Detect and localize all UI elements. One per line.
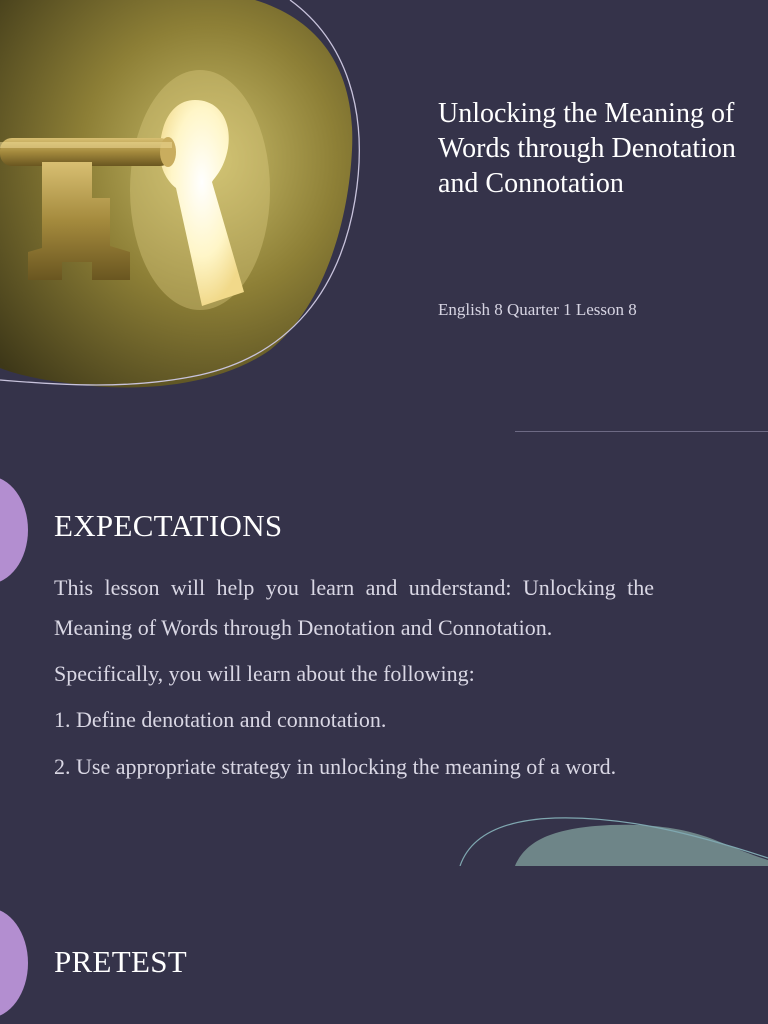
decorative-purple-blob <box>0 476 28 584</box>
title-slide <box>0 0 768 432</box>
objective-item: 2. Use appropriate strategy in unlocking the meaning of a word. <box>54 754 617 779</box>
specifically-text: Specifically, you will learn about the following: <box>54 661 475 686</box>
intro-text-continued: Meaning of Words through Denotation and Connotation. <box>54 615 553 640</box>
pretest-slide <box>0 866 768 1024</box>
decorative-purple-blob <box>0 908 28 1018</box>
expectations-slide <box>0 432 768 866</box>
slide-title: Unlocking the Meaning of Words through Denotation and Connotation <box>438 98 736 199</box>
expectations-heading: EXPECTATIONS <box>54 508 283 543</box>
objective-item: 1. Define denotation and connotation. <box>54 707 387 732</box>
decorative-teal-wave <box>455 812 768 866</box>
key-keyhole-image <box>0 0 380 400</box>
pretest-heading: PRETEST <box>54 944 188 979</box>
slide-subtitle: English 8 Quarter 1 Lesson 8 <box>438 300 637 319</box>
intro-text: This lesson will help you learn and understand: Unlocking the <box>54 575 654 600</box>
